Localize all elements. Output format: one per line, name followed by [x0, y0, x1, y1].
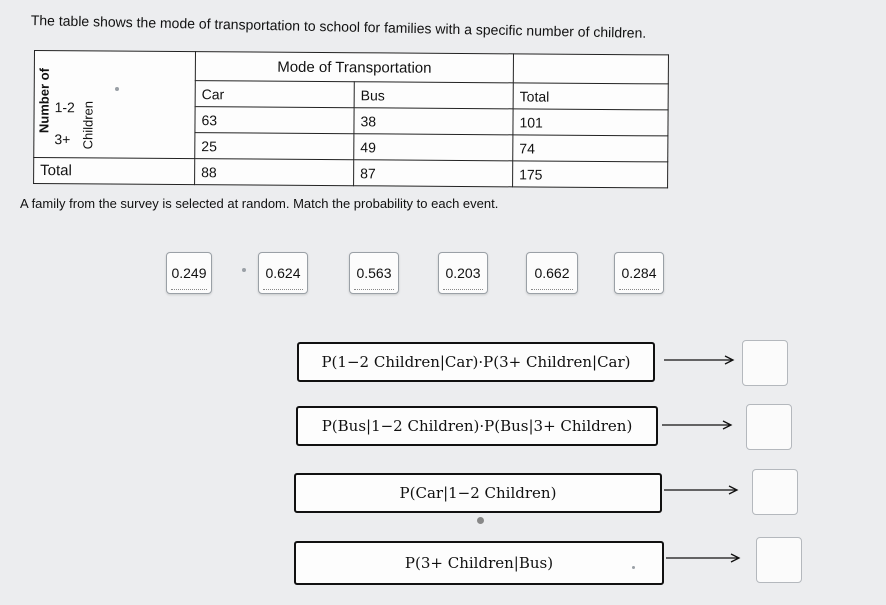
header-mode-of-transportation: Mode of Transportation [195, 52, 513, 83]
tile-edge [531, 289, 573, 290]
cell-1-2-total: 101 [513, 109, 668, 136]
choice-value: 0.284 [621, 265, 657, 281]
table-side-header [34, 51, 196, 159]
arrow-right-icon [664, 483, 742, 497]
tile-edge [443, 289, 483, 290]
choice-value: 0.249 [171, 265, 207, 281]
col-header-bus: Bus [354, 82, 513, 109]
answer-drop-zone-2[interactable] [746, 404, 792, 450]
arrow-right-icon [664, 353, 738, 367]
choice-value: 0.563 [356, 265, 392, 281]
tile-edge [263, 289, 303, 290]
tile-edge [354, 289, 394, 290]
event-box-2: P(Bus|1−2 Children)·P(Bus|3+ Children) [296, 406, 658, 446]
choice-value: 0.624 [265, 265, 301, 281]
cell-total-bus: 87 [354, 160, 513, 187]
choice-tile[interactable] [614, 252, 664, 294]
row-label-3plus: 3+ [54, 131, 71, 148]
arrow-right-icon [666, 551, 744, 565]
cell-total-total: 175 [513, 161, 668, 188]
decorative-dot [477, 517, 484, 524]
instructions-text: The table shows the mode of transportation to school for families with a specific number of children. [30, 12, 647, 41]
choice-value: 0.203 [445, 265, 481, 281]
cell-3plus-total: 74 [513, 135, 668, 162]
cell-1-2-bus: 38 [354, 108, 513, 135]
header-blank [513, 54, 668, 84]
answer-drop-zone-3[interactable] [752, 469, 798, 515]
cell-1-2-car: 63 [195, 107, 354, 134]
instruction-text: A family from the survey is selected at random. Match the probability to each event. [20, 196, 499, 211]
row-label-1-2: 1-2 [54, 99, 75, 116]
choice-value: 0.662 [534, 265, 570, 281]
tile-edge [619, 289, 659, 290]
event-box-4: P(3+ Children|Bus) [294, 541, 664, 585]
cell-3plus-car: 25 [195, 133, 354, 160]
decorative-dot [632, 566, 635, 569]
answer-drop-zone-4[interactable] [756, 537, 802, 583]
choice-tile[interactable] [349, 252, 399, 294]
choice-tile[interactable] [166, 252, 212, 294]
decorative-dot [242, 268, 246, 272]
side-label-number-of: Number of [36, 68, 52, 134]
cell-total-car: 88 [195, 159, 354, 186]
choice-tile[interactable] [258, 252, 308, 294]
event-box-3: P(Car|1−2 Children) [294, 473, 662, 513]
choice-tile[interactable] [526, 252, 578, 294]
row-label-total: Total [34, 158, 195, 185]
answer-drop-zone-1[interactable] [742, 340, 788, 386]
two-way-table [33, 50, 669, 188]
tile-edge [171, 289, 207, 290]
decorative-dot [115, 87, 119, 91]
arrow-right-icon [662, 418, 736, 432]
col-header-car: Car [195, 81, 354, 108]
side-label-children: Children [80, 100, 96, 150]
event-box-1: P(1−2 Children|Car)·P(3+ Children|Car) [297, 342, 655, 382]
cell-3plus-bus: 49 [354, 134, 513, 161]
col-header-total: Total [513, 83, 668, 110]
choice-tile[interactable] [438, 252, 488, 294]
